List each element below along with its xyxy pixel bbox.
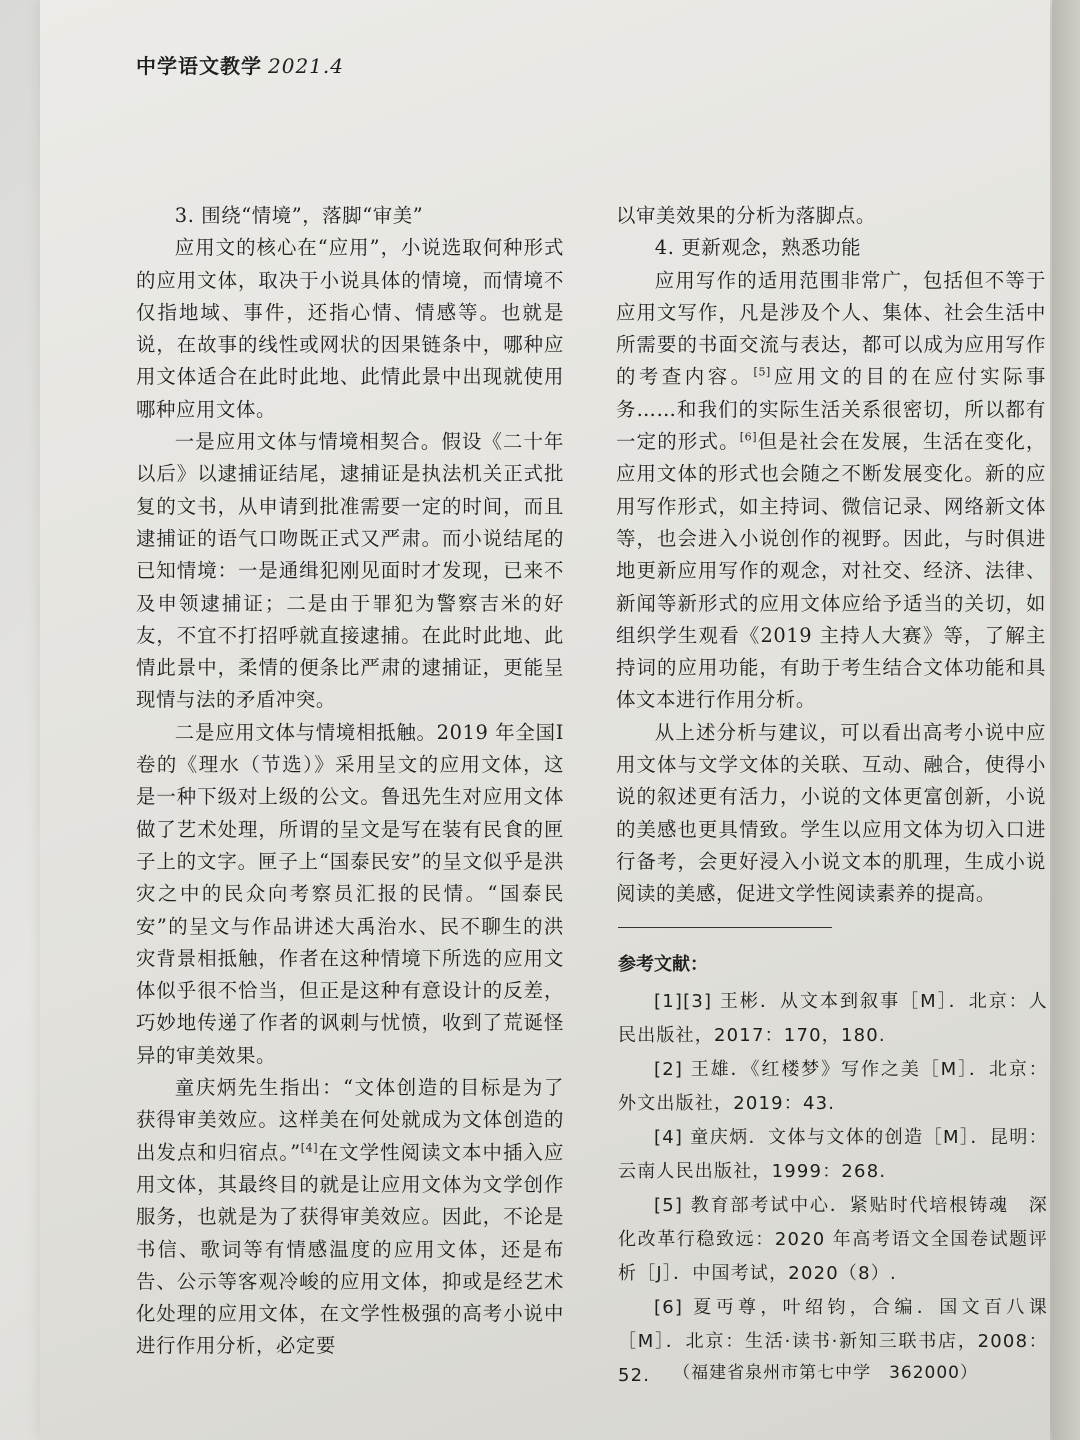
issue-number: 2021.4 bbox=[268, 54, 344, 78]
author-affiliation: （福建省泉州市第七中学 362000） bbox=[673, 1363, 978, 1383]
section-heading-4: 4. 更新观念，熟悉功能 bbox=[654, 236, 862, 260]
paragraph bbox=[616, 265, 1046, 717]
paragraph: 一是应用文体与情境相契合。假设《二十年以后》以逮捕证结尾，逮捕证是执法机关正式批复的文书，从申请到批准需要一定的时间，而且逮捕证的语气口吻既正式又严肃。而小说结尾的已知情境：一是通缉犯刚见面时才发现，已来不及申领逮捕证；二是由于罪犯为警察吉米的好友，不宜不打招呼就直接逮捕。在此时此地、此情此景中，柔情的便条比严肃的逮捕证，更能呈现情与法的矛盾冲突。 bbox=[136, 430, 564, 712]
reference-item: [4] 童庆炳．文体与文体的创造［M］．昆明：云南人民出版社，1999：268. bbox=[618, 1127, 1048, 1182]
paragraph: 二是应用文体与情境相抵触。2019 年全国Ⅰ卷的《理水（节选）》采用呈文的应用文体，这是一种下级对上级的公文。鲁迅先生对应用文体做了艺术处理，所谓的呈文是写在装有民食的匣子上的文字。匣子上“国泰民安”的呈文似乎是洪灾之中的民众向考察员汇报的民情。“国泰民安”的呈文与作品讲述大禹治水、民不聊生的洪灾背景相抵触，作者在这种情境下所选的应用文体似乎很不恰当，但正是这种有意设计的反差，巧妙地传递了作者的讽刺与忧愤，收到了荒诞怪异的审美效果。 bbox=[136, 720, 564, 1067]
reference-item: [6] 夏丏尊，叶绍钧，合编．国文百八课［M］．北京：生活·读书·新知三联书店，2008：52. bbox=[618, 1297, 1048, 1386]
journal-name: 中学语文教学 bbox=[136, 54, 262, 78]
reference-item: [2] 王雄．《红楼梦》写作之美［M］．北京：外文出版社，2019：43. bbox=[618, 1059, 1048, 1114]
paragraph: 从上述分析与建议，可以看出高考小说中应用文体与文学文体的关联、互动、融合，使得小说的叙述更有活力，小说的文体更富创新，小说的美感也更具情致。学生以应用文体为切入口进行备考，会更好浸入小说文本的肌理，生成小说阅读的美感，促进文学性阅读素养的提高。 bbox=[616, 720, 1046, 906]
section-heading-3: 3. 围绕“情境”，落脚“审美” bbox=[174, 204, 424, 227]
reference-item: [5] 教育部考试中心．紧贴时代培根铸魂 深化改革行稳致远：2020 年高考语文全国卷试题评析［J］．中国考试，2020（8）. bbox=[618, 1195, 1048, 1284]
paragraph bbox=[136, 1072, 564, 1363]
paragraph: 应用文的核心在“应用”，小说选取何种形式的应用文体，取决于小说具体的情境，而情境不仅指地域、事件，还指心情、情感等。也就是说，在故事的线性或网状的因果链条中，哪种应用文体适合在此时此地、此情此景中出现就使用哪种应用文体。 bbox=[136, 236, 564, 421]
paragraph-continuation: 以审美效果的分析为落脚点。 bbox=[616, 204, 876, 227]
adjacent-page-edge bbox=[1052, 0, 1080, 1440]
paragraph-text: 应用写作的适用范围非常广，包括但不等于应用文写作，凡是涉及个人、集体、社会生活中所需要的书面交流与表达，都可以成为应用写作的考查内容。 bbox=[616, 268, 1046, 389]
reference-item: [1][3] 王彬．从文本到叙事［M］．北京：人民出版社，2017：170，180. bbox=[618, 991, 1048, 1046]
journal-page bbox=[40, 0, 1050, 1440]
running-header bbox=[136, 50, 344, 79]
references-title: 参考文献： bbox=[618, 954, 708, 975]
left-column bbox=[136, 200, 564, 1363]
citation-marker: [6] bbox=[739, 430, 758, 444]
references-list bbox=[618, 985, 1048, 1393]
citation-marker: [5] bbox=[753, 366, 771, 380]
right-column bbox=[616, 200, 1046, 911]
paragraph-text: 在文学性阅读文本中插入应用文体，其最终目的就是让应用文体为文学创作服务，也就是为了获得审美效应。因此，不论是书信、歌词等有情感温度的应用文体，还是布告、公示等客观冷峻的应用文体，抑或是经艺术化处理的应用文体，在文学性极强的高考小说中进行作用分析，必定要 bbox=[136, 1140, 564, 1358]
paragraph-text: 应用文的目的在应付实际事务……和我们的实际生活关系很密切，所以都有一定的形式。 bbox=[616, 365, 1047, 454]
citation-marker: [4] bbox=[300, 1141, 319, 1155]
paragraph-text: 童庆炳先生指出：“文体创造的目标是为了获得审美效应。这样美在何处就成为文体创造的出发点和归宿点。” bbox=[136, 1076, 564, 1164]
references-divider bbox=[618, 927, 832, 928]
paragraph-text: 但是社会在发展，生活在变化，应用文体的形式也会随之不断发展变化。新的应用写作形式，如主持词、微信记录、网络新文体等，也会进入小说创作的视野。因此，与时俱进地更新应用写作的观念，对社交、经济、法律、新闻等新形式的应用文体应给予适当的关切，如组织学生观看《2019 主持人大赛》等，了解主持词的应用功能，有助于考生结合文体功能和具体文本进行作用分析。 bbox=[616, 430, 1046, 712]
